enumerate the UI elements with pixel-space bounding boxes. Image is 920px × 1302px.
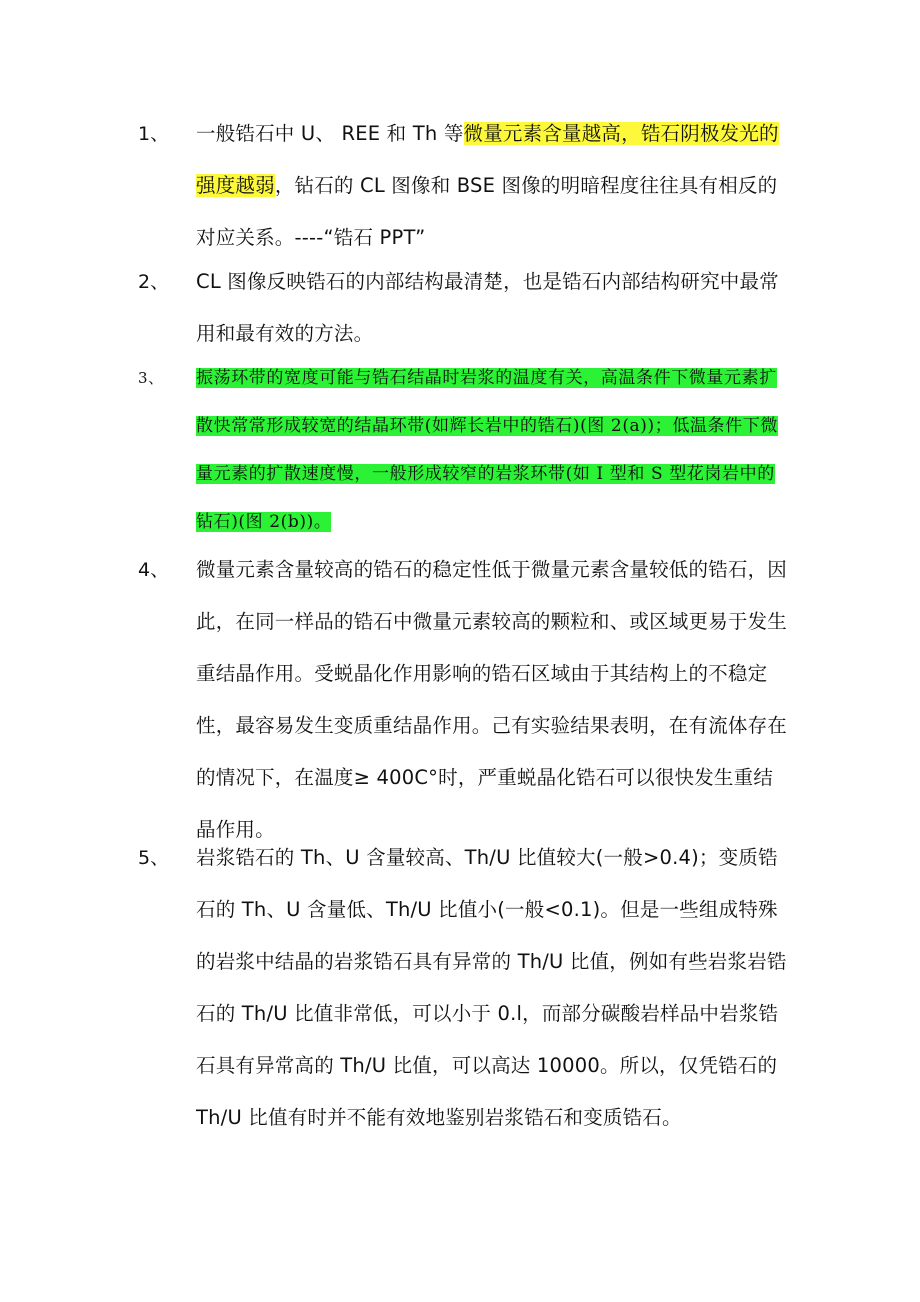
item-number: 1、 <box>138 123 170 145</box>
item-number: 3、 <box>138 369 164 387</box>
item-text: 岩浆锆石的 Th、U 含量较高、Th/U 比值较大(一般>0.4)；变质锆石的 Th、U 含量低、Th/U 比值小(一般<0.1)。但是一些组成特殊的岩浆中结晶的岩浆锆石具有异常的 Th/U 比值，例如有些岩浆岩锆石的 Th/U 比值非常低，可以小于 0.l，而部分碳酸岩样品中岩浆锆石具有异常高的 Th/U 比值，可以高达 10000。所以，仅凭锆石的 Th/U 比值有时并不能有效地鉴别岩浆锆石和变质锆石。 <box>196 846 787 1129</box>
item-text: 微量元素含量较高的锆石的稳定性低于微量元素含量较低的锆石，因此，在同一样品的锆石中微量元素较高的颗粒和、或区域更易于发生重结晶作用。受蜕晶化作用影响的锆石区域由于其结构上的不稳定性，最容易发生变质重结晶作用。己有实验结果表明，在有流体存在的情况下，在温度≥ 400C°时，严重蜕晶化锆石可以很快发生重结晶作用。 <box>196 558 788 841</box>
highlighted-text-yellow: 微量元素含量越高，锆石阴极发光的强度越弱 <box>196 122 779 197</box>
item-number: 2、 <box>138 271 170 293</box>
highlighted-text-green: 振荡环带的宽度可能与锆石结晶时岩浆的温度有关，高温条件下微量元素扩散快常常形成较宽的结晶环带(如辉长岩中的锆石)(图 2(a))；低温条件下微量元素的扩散速度慢，一般形成较窄的岩浆环带(如 I 型和 S 型花岗岩中的钻石)(图 2(b))。 <box>196 368 778 532</box>
item-text: CL 图像反映锆石的内部结构最清楚，也是锆石内部结构研究中最常用和最有效的方法。 <box>196 270 779 345</box>
item-text-pre: 一般锆石中 U、 REE 和 Th 等 <box>196 122 464 145</box>
item-text <box>196 354 788 546</box>
item-text <box>196 108 788 264</box>
item-number: 4、 <box>138 559 170 581</box>
item-number: 5、 <box>138 847 170 869</box>
item-text-post: ，钻石的 CL 图像和 BSE 图像的明暗程度往往具有相反的对应关系。----“锆石 PPT” <box>196 174 778 249</box>
